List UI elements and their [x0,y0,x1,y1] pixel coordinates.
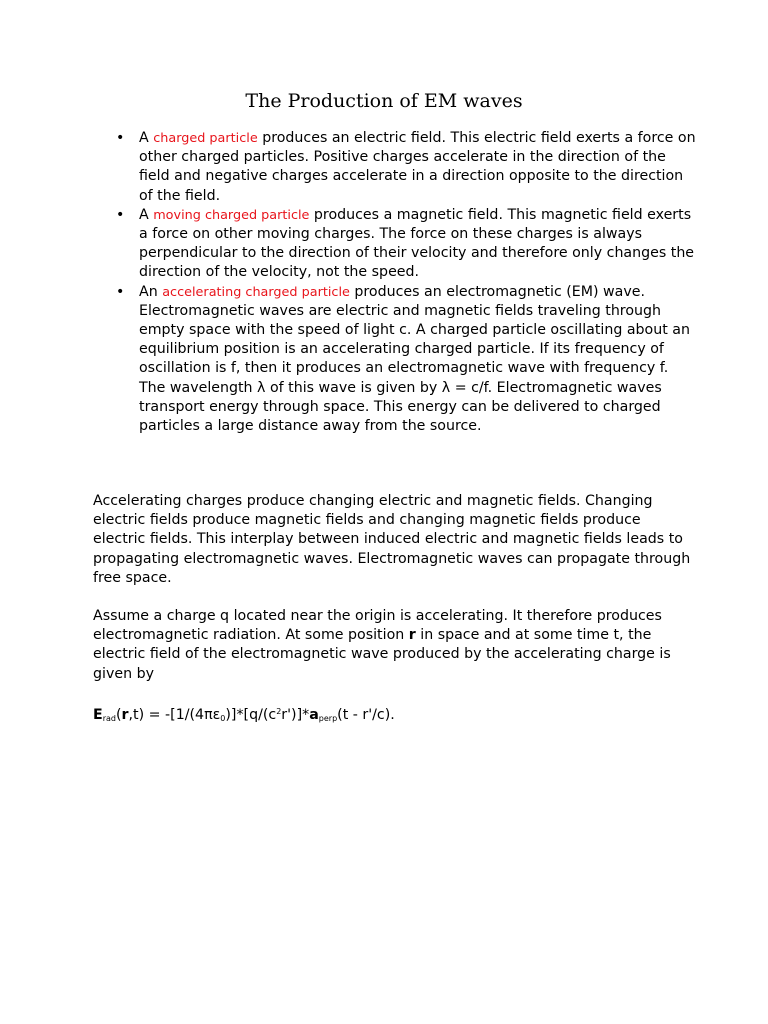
paragraph-assume-charge [93,607,693,684]
radiation-field-equation [93,702,395,728]
equation-a-symbol: a [309,707,319,723]
equation-r-symbol: r [121,707,129,723]
bullet-item-charged-particle [116,129,699,206]
bullet-icon: • [116,130,125,146]
bullet-text: produces a magnetic field. This magnetic field exerts a force on other moving charges. The force on these charges is always perpendicular to the direction of their velocity and therefore only changes the direction of the velocity, not the speed. [139,206,695,281]
bullet-highlight: charged particle [153,131,258,146]
bullet-prefix: A [139,206,154,223]
bullet-highlight: accelerating charged particle [162,284,350,300]
equation-e-symbol: E [93,707,103,723]
page-title: The Production of EM waves [245,90,523,112]
equation-text: ( [115,707,122,723]
equation-text: r')]* [281,707,310,723]
bullet-item-moving-charged-particle [116,206,699,283]
equation-text: )]*[q/(c [225,707,277,723]
equation-superscript-two: 2 [276,707,282,716]
equation-subscript-zero: 0 [220,714,226,723]
bullet-highlight: moving charged particle [153,207,310,223]
paragraph-text: Assume a charge q located near the origin is accelerating. It therefore produces electromagnetic radiation. At some position [93,608,662,644]
equation-text: ,t) = -[1/(4πε [128,707,221,723]
bullet-icon: • [116,206,125,223]
paragraph-accelerating-charges: Accelerating charges produce changing electric and magnetic fields. Changing electric fields produce magnetic fields and changing magnetic fields produce electric fields. This interplay between induced electric and magnetic fields leads to propagating electromagnetic waves. Electromagnetic waves can propagate through free space. [93,493,691,586]
position-vector-r: r [408,627,416,644]
bullet-text: produces an electromagnetic (EM) wave. Electromagnetic waves are electric and magnetic fields traveling through empty space with the speed of light c. A charged particle oscillating about an equilibrium position is an accelerating charged particle. If its frequency of oscillation is f, then it produces an electromagnetic wave with frequency f. The wavelength λ of this wave is given by λ = c/f. Electromagnetic waves transport energy through space. This energy can be delivered to charged particles a large distance away from the source. [139,283,690,435]
equation-text: (t - r'/c). [337,707,395,723]
bullet-item-accelerating-charged-particle [116,283,699,437]
equation-subscript-rad: rad [102,714,116,723]
bullet-prefix: A [139,130,154,146]
bullet-text: produces an electric field. This electric field exerts a force on other charged particles. Positive charges accelerate in the direction of the field and negative charges accelerate in a direction opposite to the direction of the field. [139,130,696,204]
bullet-icon: • [116,283,125,300]
equation-subscript-perp: perp [318,714,338,723]
bullet-prefix: An [139,283,163,300]
paragraph-text: in space and at some time t, the electric field of the electromagnetic wave produced by the accelerating charge is given by [93,627,671,682]
bullet-list [116,129,699,436]
